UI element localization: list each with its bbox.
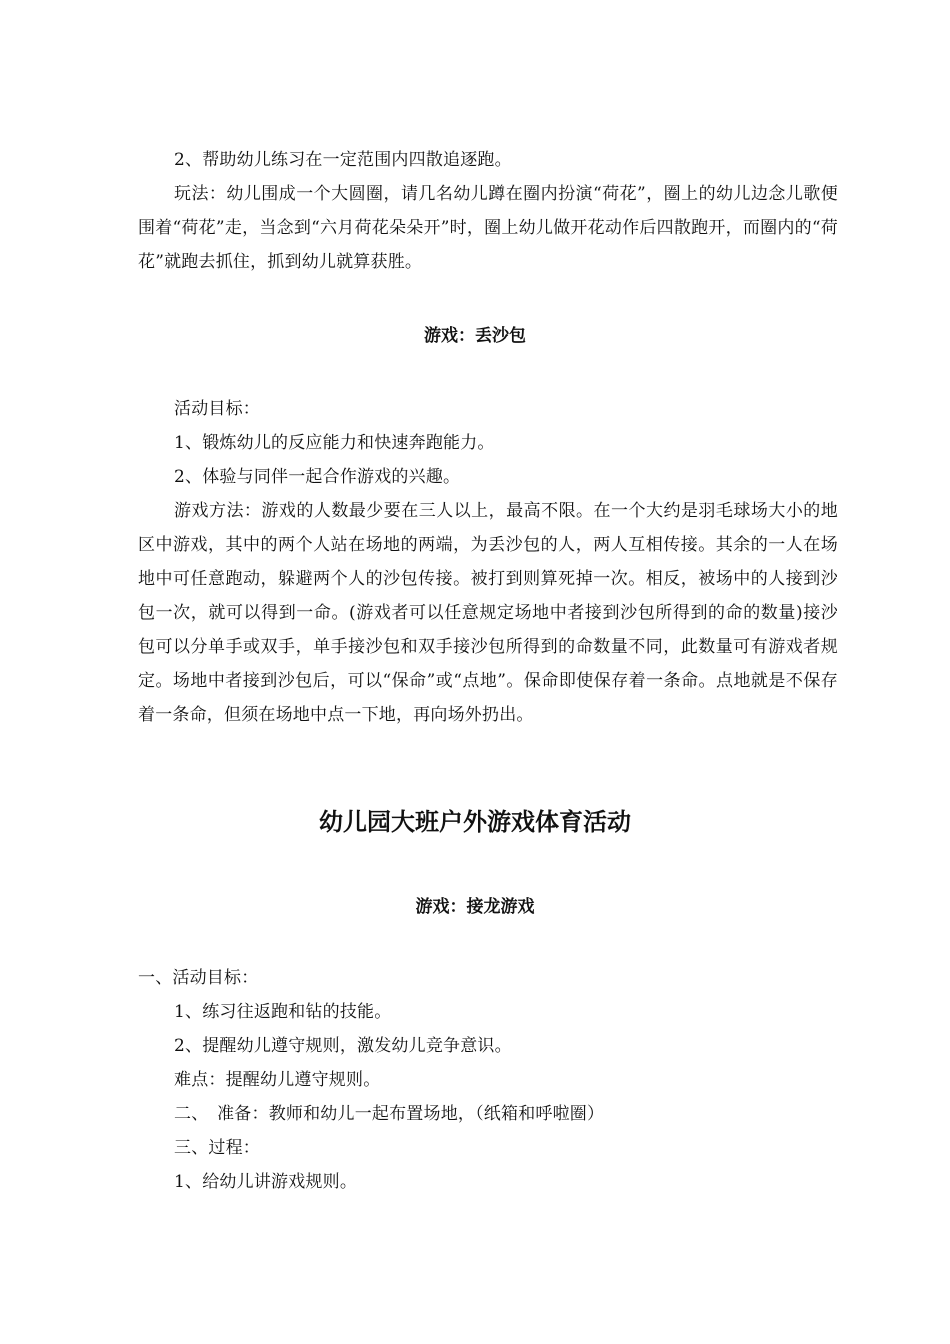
game-method-paragraph: 游戏方法：游戏的人数最少要在三人以上，最高不限。在一个大约是羽毛球场大小的地区中游戏，其中的两个人站在场地的两端，为丢沙包的人，两人互相传接。其余的一人在场地中可任意跑动，躲避两个人的沙包传接。被打到则算死掉一次。相反，被场中的人接到沙包一次，就可以得到一命。(游戏者可以任意规定场地中者接到沙包所得到的命的数量)接沙包可以分单手或双手，单手接沙包和双手接沙包所得到的命数量不同，此数量可有游戏者规定。场地中者接到沙包后，可以“保命”或“点地”。保命即使保存着一条命。点地就是不保存着一条命，但须在场地中点一下地，再向场外扔出。 [138,501,838,725]
section-lotus-game [138,143,838,279]
game-title-relay: 游戏：接龙游戏 [415,897,535,917]
difficulty-text: 难点：提醒幼儿遵守规则。 [174,1070,381,1090]
goal-item: 2、帮助幼儿练习在一定范围内四散追逐跑。 [174,150,512,170]
goal-item: 1、锻炼幼儿的反应能力和快速奔跑能力。 [174,433,495,453]
process-step: 1、给幼儿讲游戏规则。 [174,1172,358,1192]
goals-label: 活动目标： [174,399,260,419]
goal-item: 2、提醒幼儿遵守规则，激发幼儿竞争意识。 [174,1036,512,1056]
process-label: 三、过程： [174,1138,260,1158]
section-sandbag-game [138,392,838,732]
goal-item: 1、练习往返跑和钻的技能。 [174,1002,392,1022]
preparation-text: 二、 准备：教师和幼儿一起布置场地，（纸箱和呼啦圈） [174,1104,605,1124]
goal-item: 2、体验与同伴一起合作游戏的兴趣。 [174,467,461,487]
play-rules-paragraph: 玩法：幼儿围成一个大圆圈，请几名幼儿蹲在圈内扮演“荷花”，圈上的幼儿边念儿歌便围着“荷花”走，当念到“六月荷花朵朵开”时，圈上幼儿做开花动作后四散跑开，而圈内的“荷花”就跑去抓住，抓到幼儿就算获胜。 [138,184,838,272]
section-relay-game [138,961,838,1199]
goals-label: 一、活动目标： [138,968,259,988]
game-title-sandbag: 游戏：丢沙包 [424,326,526,346]
main-title: 幼儿园大班户外游戏体育活动 [319,807,631,836]
